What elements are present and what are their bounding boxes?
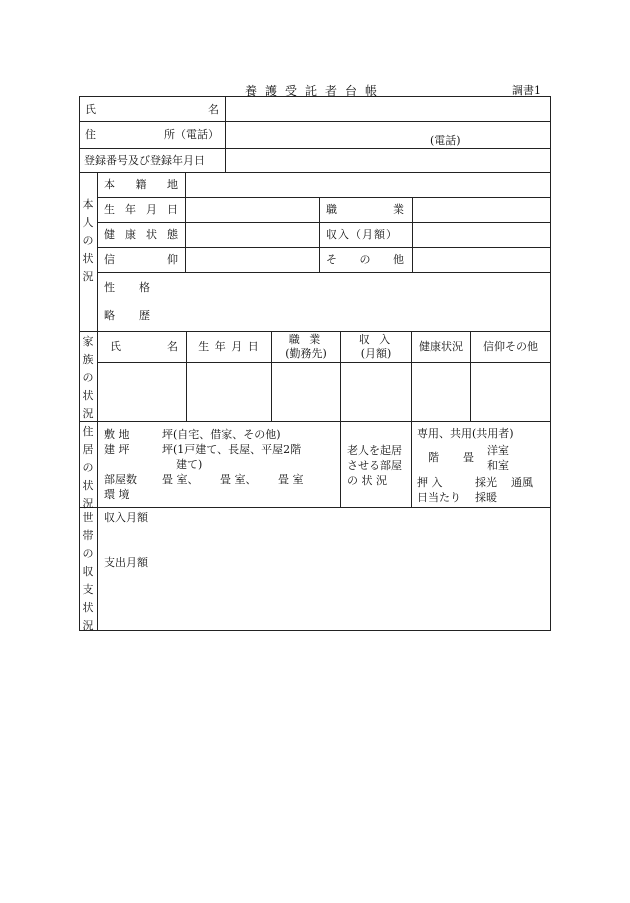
site-value: 坪(自宅、借家、その他): [162, 428, 281, 441]
document-number: 調書1: [512, 84, 541, 97]
registration-field[interactable]: [226, 149, 550, 172]
building-value: 坪(1戸建て、長屋、平屋2階: [162, 443, 302, 456]
family-col-monthly: (月額): [360, 347, 392, 360]
registration-label: 登録番号及び登録年月日: [84, 154, 205, 167]
phone-note: (電話): [430, 134, 461, 147]
family-col-income: 収 入: [358, 333, 394, 346]
health-label: 健 康 状 態: [104, 228, 178, 241]
family-col-belief: 信仰その他: [483, 340, 538, 353]
site-label: 敷 地: [104, 428, 130, 441]
rooms-value-3: 畳 室: [278, 473, 304, 486]
income-label: 収入（月額）: [326, 228, 398, 241]
elder-room-label-3: の 状 況: [347, 474, 387, 487]
monthly-income-label: 収入月額: [104, 511, 148, 524]
rooms-value-2: 畳 室、: [220, 473, 257, 486]
personality-label: 性 格: [104, 281, 150, 294]
rooms-value-1: 畳 室、: [162, 473, 199, 486]
name-field[interactable]: [226, 97, 550, 121]
family-section-label: 家族の状況: [82, 335, 94, 420]
document-title: 養護受託者台帳: [244, 84, 385, 98]
budget-section-label: 世帯の収支状況: [82, 511, 94, 632]
monthly-expense-label: 支出月額: [104, 556, 148, 569]
tatami-label: 畳: [463, 451, 474, 464]
family-col-name: 氏 名: [110, 340, 178, 353]
environment-label: 環 境: [104, 488, 130, 501]
building-label: 建 坪: [104, 443, 130, 456]
person-section-label: 本人の状況: [82, 198, 94, 283]
rooms-label: 部屋数: [104, 473, 137, 486]
housing-section-label: 住居の状況: [82, 425, 94, 510]
address-label: 住 所（電話）: [85, 128, 219, 141]
family-col-occupation: 職 業: [288, 333, 324, 346]
family-col-workplace: (勤務先): [285, 347, 327, 360]
building-value-cont: 建て): [176, 458, 203, 471]
heating-label: 採暖: [475, 491, 497, 504]
closet-label: 押 入: [417, 476, 443, 489]
elder-room-label-1: 老人を起居: [347, 444, 402, 457]
name-label: 氏 名: [85, 103, 219, 116]
lighting-label: 採光: [475, 476, 497, 489]
occupation-label: 職 業: [326, 203, 404, 216]
sunlight-label: 日当たり: [417, 491, 461, 504]
ventilation-label: 通風: [511, 476, 533, 489]
japanese-room-label: 和室: [487, 459, 509, 472]
belief-label: 信 仰: [104, 253, 178, 266]
elder-room-label-2: させる部屋: [347, 459, 402, 472]
address-field[interactable]: [226, 122, 550, 148]
dedicated-shared: 専用、共用(共用者): [417, 427, 514, 440]
family-col-birth: 生 年 月 日: [198, 340, 260, 353]
birthdate-label: 生 年 月 日: [104, 203, 178, 216]
history-label: 略 歴: [104, 309, 150, 322]
floor-label: 階: [428, 451, 439, 464]
family-col-health: 健康状況: [419, 340, 463, 353]
other-label: そ の 他: [326, 253, 404, 266]
western-room-label: 洋室: [487, 444, 509, 457]
honseki-label: 本 籍 地: [104, 178, 178, 191]
